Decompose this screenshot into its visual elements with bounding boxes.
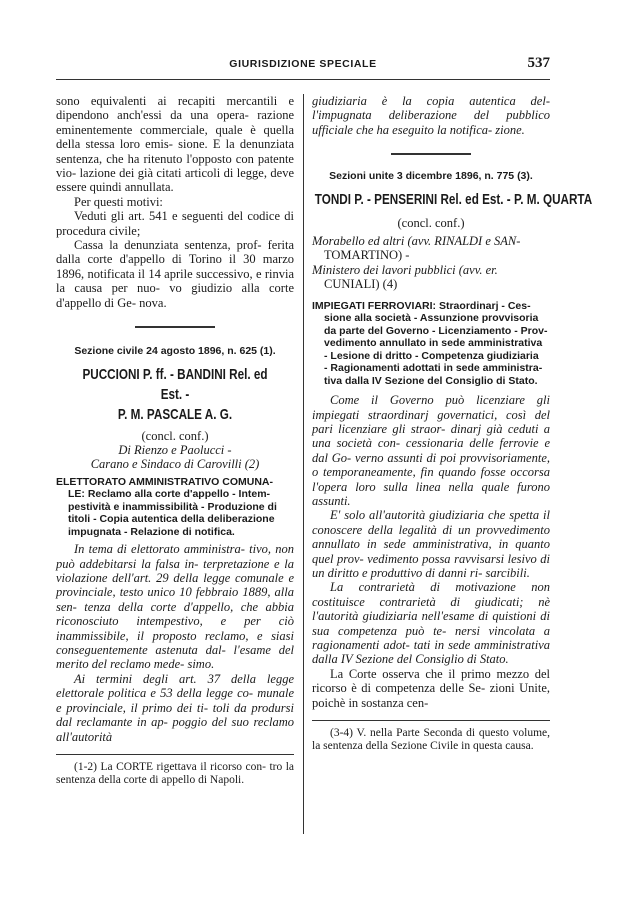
running-header xyxy=(56,55,550,76)
visti-paragraph: Veduti gli art. 541 e seguenti del codice di procedura civile; xyxy=(56,209,295,238)
right-top-paragraph: giudiziaria è la copia autentica del- l'impugnata deliberazione del pubblico ufficiale che ha eseguito la notifica- zione. xyxy=(312,94,550,137)
right-footnote: (3-4) V. nella Parte Seconda di questo volume, la sentenza della Sezione Civile in questa causa. xyxy=(312,727,550,753)
left-concl: (concl. conf.) xyxy=(141,428,209,443)
left-maxim-1: In tema di elettorato amministra- tivo, non può addebitarsi la falsa in- terpretazione e la violazione dell'art. 29 della legge comunale e provinciale, testo unico 10 febbraio 1889, alla sen- tenza della corte d'appello, che abbia riconosciuto intempestivo, e per ciò inammissibile, il proposto reclamo, e siasi conseguentemente astenuta dal- l'esame del merito del reclamo mede- simo. xyxy=(56,542,295,672)
left-footnote: (1-2) La CORTE rigettava il ricorso con- tro la sentenza della corte di appello di Napoli. xyxy=(56,760,295,786)
cassa-paragraph: Cassa la denunziata sentenza, prof- ferita dalla corte d'appello di Torino il 30 marzo 1896, notificata il 14 aprile successivo, e rinvia la causa per nuo- vo giudizio alla corte d'appello di Ge- nova. xyxy=(56,238,294,310)
left-parties-1: Di Rienzo e Paolucci - xyxy=(118,442,232,457)
page-number: 537 xyxy=(527,55,550,71)
right-column xyxy=(312,94,593,753)
left-judges-line-1: PUCCIONI P. ff. - BANDINI Rel. ed Est. - xyxy=(82,365,268,403)
right-maxim-2: E' solo all'autorità giudiziaria che spetta il conoscere della legalità di un provvedimento annullato in sede amministrativa, in quanto quel prov- vedimento possa ravvisarsi lesivo di un diritto e produttivo di danni ri- sarcibili. xyxy=(312,508,550,581)
right-maxim-3: La contrarietà di motivazione non costituisce contrarietà di giudicati; nè l'autorità giudiziaria nell'esame di quistioni di sua competenza può te- nersi vincolata a ragionamenti adot- tati in sede amministrativa dalla IV Sezione del Consiglio di Stato. xyxy=(312,580,551,667)
left-parties-2: Carano e Sindaco di Carovilli (2) xyxy=(90,457,260,472)
right-summary: IMPIEGATI FERROVIARI: Straordinarj - Ces- sione alla società - Assunzione provvisoria da parte del Governo - Licenziamento - Prov- vedimento annullato in sede amministrativa - Lesione di dritto - Competenza giudiziaria - Ragionamenti adottati in sede amministra- tiva dalla IV Sezione del Consiglio di Stato. xyxy=(312,299,548,387)
left-column xyxy=(56,94,294,787)
left-footnote-rule xyxy=(56,754,294,755)
left-judges-line-2: P. M. PASCALE A. G. xyxy=(117,405,233,423)
right-corte-paragraph: La Corte osserva che il primo mezzo del ricorso è di competenza delle Se- zioni Unite, poichè in sostanza cen- xyxy=(312,666,551,710)
motivi-line: Per questi motivi: xyxy=(74,194,163,209)
right-judges-line: TONDI P. - PENSERINI Rel. ed Est. - P. M. QUARTA xyxy=(314,190,593,208)
right-parties: Morabello ed altri (avv. RINALDI e SAN- TOMARTINO) - Ministero dei lavori pubblici (avv. er. CUNIALI) (4) xyxy=(312,234,521,292)
right-concl: (concl. conf.) xyxy=(397,215,465,230)
section-separator xyxy=(135,326,215,328)
running-title: GIURISDIZIONE SPECIALE xyxy=(229,58,377,70)
left-summary: ELETTORATO AMMINISTRATIVO COMUNA- LE: Reclamo alla corte d'appello - Intem- pestività e inammissibilità - Produzione di titoli - Copia autentica della deliberazione impugnata - Relazione di notifica. xyxy=(56,475,277,538)
left-top-paragraph: sono equivalenti ai recapiti mercantili e dipendono anch'essi da una opera- razione eminentemente commerciale, quale è quella della stessa loro emis- sione. E la denunziata sentenza, che ha ritenuto l'opposto con patente vio- lazione dei già citati articoli di legge, deve essere quindi annullata. xyxy=(56,94,295,195)
right-maxim-1: Come il Governo può licenziare gli impiegati straordinarj governatici, così del pari licenziare gli straor- dinarj già ceduti a una società con- cessionaria delle ferrovie e dal Go- verno assunti di poi provvisoriamente, o temporaneamente, fin quando fosse occorsa l'opera loro sulla linea nella quale furono assunti. xyxy=(312,393,551,508)
right-footnote-rule xyxy=(312,720,550,721)
header-rule xyxy=(56,79,550,80)
column-divider xyxy=(303,94,304,834)
left-section-heading: Sezione civile 24 agosto 1896, n. 625 (1). xyxy=(74,345,276,358)
section-separator xyxy=(391,153,471,155)
left-maxim-2: Ai termini degli art. 37 della legge elettorale politica e 53 della legge co- munale e provinciale, il primo dei ti- toli da prodursi dal reclamante in ap- poggio del suo reclamo all'autorità xyxy=(56,671,295,744)
right-section-heading: Sezioni unite 3 dicembre 1896, n. 775 (3). xyxy=(329,170,533,183)
